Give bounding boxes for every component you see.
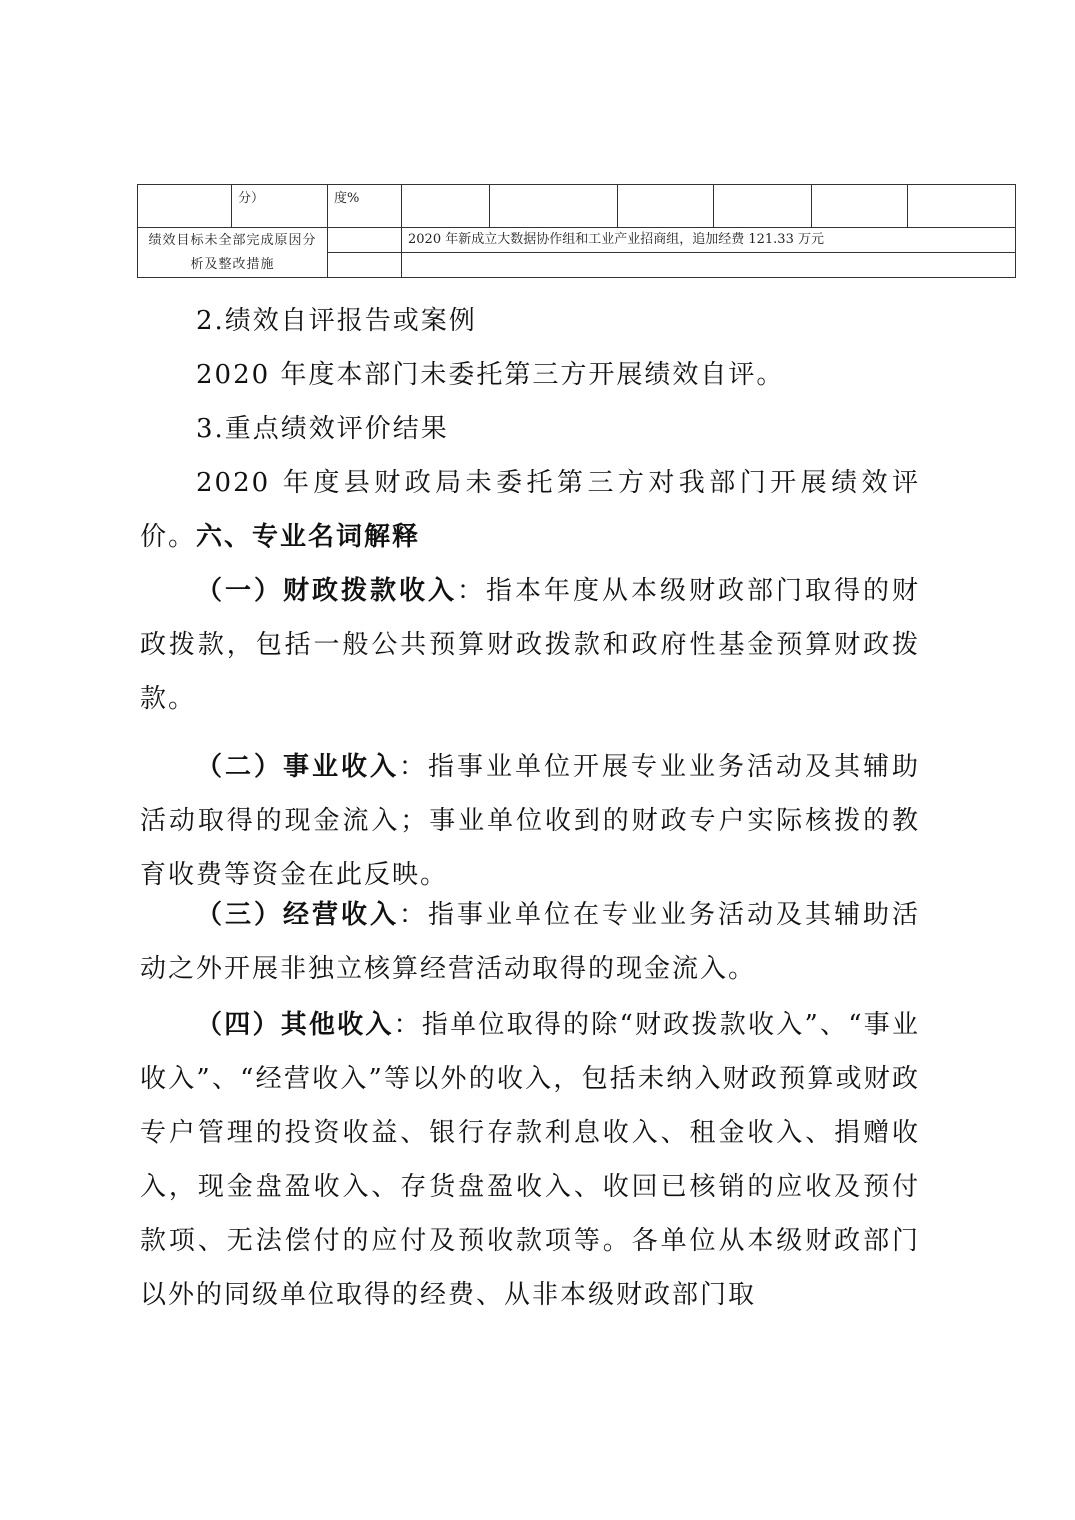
table-cell-label: 绩效目标未全部完成原因分析及整改措施: [138, 228, 328, 278]
body-paragraph: 2020 年度县财政局未委托第三方对我部门开展绩效评价。: [140, 468, 920, 552]
table-row: [138, 185, 1016, 228]
table-cell: [812, 185, 908, 228]
section-title: 3.重点绩效评价结果: [196, 414, 449, 444]
table-cell: 分）: [232, 185, 328, 228]
section-title: 2.绩效自评报告或案例: [196, 306, 477, 336]
term-paragraph: [140, 888, 920, 996]
term-text: 指事业单位在专业业务活动及其辅助活动之外开展非独立核算经营活动取得的现金流入。: [140, 900, 920, 984]
term-label: （四）其他收入: [196, 1010, 394, 1040]
term-separator: ：: [399, 900, 428, 930]
term-paragraph: [140, 740, 920, 902]
table-cell: [328, 253, 402, 278]
term-label: （三）经营收入: [196, 900, 399, 930]
body-paragraph: 2020 年度本部门未委托第三方开展绩效自评。: [196, 360, 785, 390]
term-separator: ：: [393, 1010, 422, 1040]
term-separator: ：: [399, 752, 428, 782]
term-text: 指本年度从本级财政部门取得的财政拨款，包括一般公共预算财政拨款和政府性基金预算财政拨款。: [140, 576, 920, 714]
table-row: [138, 228, 1016, 253]
table-cell: [328, 228, 402, 253]
term-label: （一）财政拨款收入: [196, 576, 457, 606]
table-cell: [490, 185, 618, 228]
section-heading: 六、专业名词解释: [196, 522, 421, 552]
term-label: （二）事业收入: [196, 752, 399, 782]
table-cell: [402, 253, 1016, 278]
table-cell: 度%: [328, 185, 402, 228]
table-cell-note: 2020 年新成立大数据协作组和工业产业招商组，追加经费 121.33 万元: [402, 228, 1016, 253]
term-paragraph: [140, 564, 920, 726]
term-text: 指单位取得的除“财政拨款收入”、“事业收入”、“经营收入”等以外的收入，包括未纳入财政预算或财政专户管理的投资收益、银行存款利息收入、租金收入、捐赠收入，现金盘盈收入、存货盘盈收入、收回已核销的应收及预付款项、无法偿付的应付及预收款项等。各单位从本级财政部门以外的同级单位取得的经费、从非本级财政部门取: [140, 1010, 920, 1310]
table-cell: [618, 185, 714, 228]
performance-table: [137, 184, 1016, 278]
table-cell: [402, 185, 490, 228]
table-cell: [714, 185, 812, 228]
table-cell: [908, 185, 1016, 228]
term-paragraph: [140, 998, 920, 1322]
term-separator: ：: [456, 576, 486, 606]
term-text: 指事业单位开展专业业务活动及其辅助活动取得的现金流入；事业单位收到的财政专户实际核拨的教育收费等资金在此反映。: [140, 752, 920, 890]
table-cell: [138, 185, 232, 228]
